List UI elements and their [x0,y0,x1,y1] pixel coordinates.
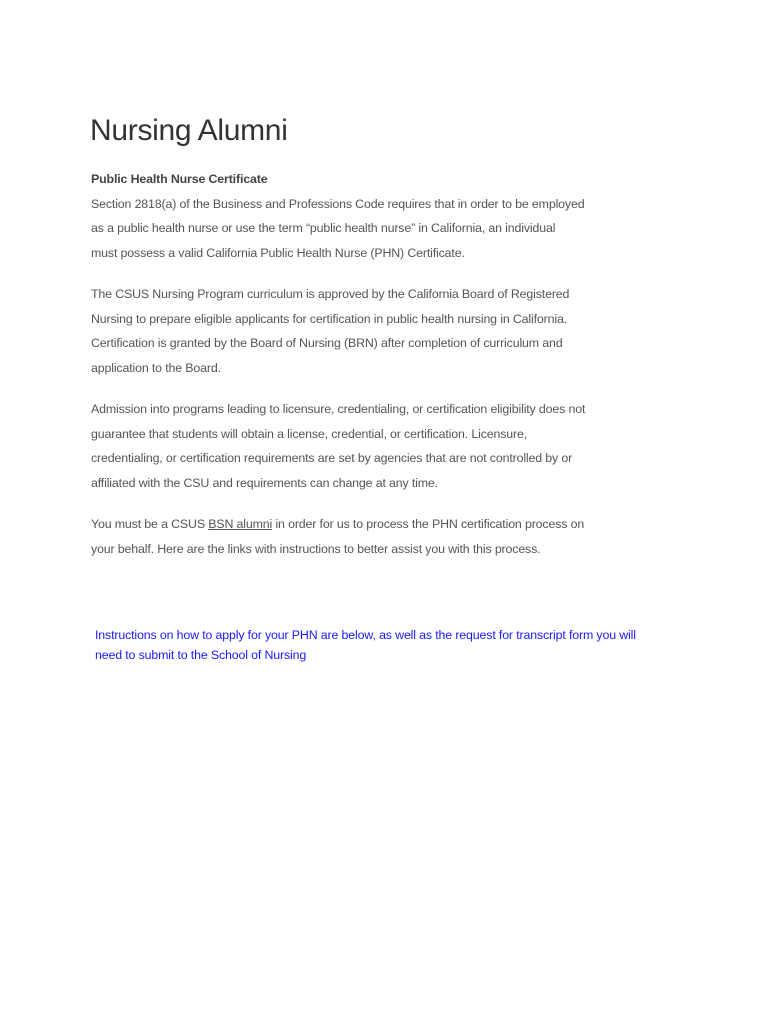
text-line [91,517,584,531]
text-line: affiliated with the CSU and requirements can change at any time. [91,476,438,490]
text-line: your behalf. Here are the links with instructions to better assist you with this process. [91,542,541,556]
section-heading: Public Health Nurse Certificate [91,172,268,186]
text-line: guarantee that students will obtain a license, credential, or certification. Licensure, [91,427,528,441]
text-line: application to the Board. [91,361,221,375]
text-line: credentialing, or certification requirements are set by agencies that are not controlled by or [91,451,573,465]
text-line: Instructions on how to apply for your PHN are below, as well as the request for transcript form you will [95,628,636,642]
text-line: The CSUS Nursing Program curriculum is approved by the California Board of Registered [91,287,570,301]
text-line: Certification is granted by the Board of Nursing (BRN) after completion of curriculum and [91,336,563,350]
text-line: as a public health nurse or use the term “public health nurse” in California, an individual [91,221,556,235]
bsn-alumni-link[interactable]: BSN alumni [208,517,273,531]
text-line: must possess a valid California Public Health Nurse (PHN) Certificate. [91,246,465,260]
page-title: Nursing Alumni [90,114,288,147]
text-line: Nursing to prepare eligible applicants for certification in public health nursing in California. [91,312,567,326]
text-line: need to submit to the School of Nursing [95,648,307,662]
text-line: Admission into programs leading to licensure, credentialing, or certification eligibility does not [91,402,586,416]
text: You must be a CSUS [91,517,209,531]
text: in order for us to process the PHN certification process on [272,517,585,531]
text-line: Section 2818(a) of the Business and Professions Code requires that in order to be employed [91,197,585,211]
